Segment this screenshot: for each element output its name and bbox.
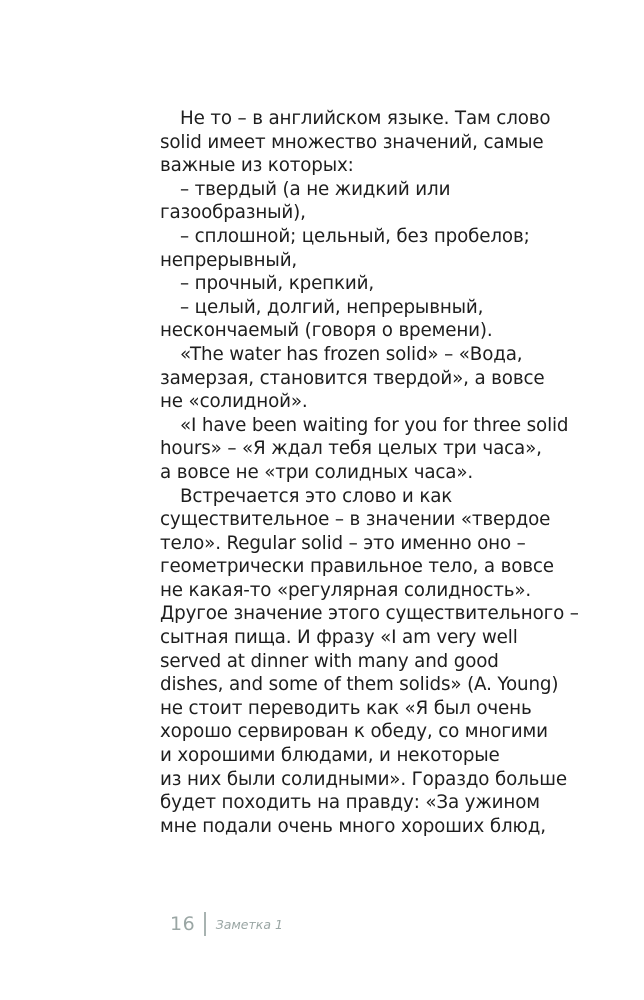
footer-divider <box>204 912 206 936</box>
text-line: геометрически правильное тело, а вовсе <box>160 556 554 578</box>
text-line: «The water has frozen solid» – «Вода, <box>180 343 523 365</box>
text-line: а вовсе не «три солидных часа». <box>160 461 474 483</box>
text-line: из них были солидными». Гораздо больше <box>160 768 567 790</box>
text-line: Не то – в английском языке. Там слово <box>180 108 551 129</box>
text-line: – твердый (а не жидкий или <box>180 178 451 200</box>
text-line: Другое значение этого существительного – <box>160 603 579 625</box>
text-line: не стоит переводить как «Я был очень <box>160 697 532 719</box>
text-line: сытная пища. И фразу «I am very well <box>160 627 518 649</box>
text-line: хорошо сервирован к обеду, со многими <box>160 721 548 743</box>
text-line: и хорошими блюдами, и некоторые <box>160 745 500 767</box>
text-line: – целый, долгий, непрерывный, <box>180 296 484 318</box>
text-line: – прочный, крепкий, <box>180 273 374 295</box>
text-line: «I have been waiting for you for three solid <box>180 414 569 436</box>
page-number: 16 <box>170 913 196 935</box>
text-line: served at dinner with many and good <box>160 650 499 672</box>
text-line: будет походить на правду: «За ужином <box>160 792 540 814</box>
text-line: важные из которых: <box>160 155 354 177</box>
text-line: Встречается это слово и как <box>180 485 453 507</box>
text-line: тело». Regular solid – это именно оно – <box>160 532 526 554</box>
text-line: непрерывный, <box>160 249 298 271</box>
text-line: – сплошной; цельный, без пробелов; <box>180 225 530 247</box>
text-line: dishes, and some of them solids» (A. Young) <box>160 674 559 696</box>
page-footer <box>170 909 283 939</box>
text-line: не «солидной». <box>160 391 308 413</box>
body-text <box>160 107 579 838</box>
text-line: solid имеет множество значений, самые <box>160 131 544 153</box>
text-line: нескончаемый (говоря о времени). <box>160 320 493 342</box>
text-line: hours» – «Я ждал тебя целых три часа», <box>160 438 542 460</box>
text-line: не какая-то «регулярная солидность». <box>160 579 532 601</box>
text-line: существительное – в значении «твердое <box>160 509 551 531</box>
text-line: замерзая, становится твердой», а вовсе <box>160 367 545 389</box>
text-line: мне подали очень много хороших блюд, <box>160 815 546 837</box>
text-line: газообразный), <box>160 202 306 224</box>
running-head: Заметка 1 <box>215 916 283 932</box>
